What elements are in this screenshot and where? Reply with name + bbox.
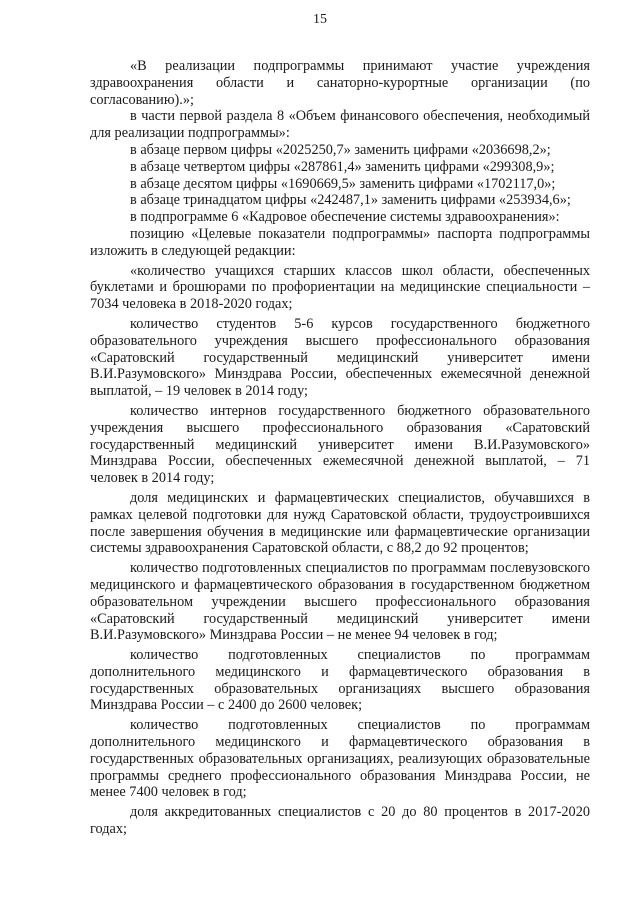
paragraph: доля медицинских и фармацевтических специалистов, обучавшихся в рамках целевой подготовки для нужд Саратовской области, трудоустроившихся после завершения обучения в медицинские или фармацевтические организации системы здравоохранения Саратовской области, с 88,2 до 92 процентов; bbox=[90, 489, 590, 557]
paragraph: в абзаце тринадцатом цифры «242487,1» заменить цифрами «253934,6»; bbox=[130, 192, 571, 209]
paragraph: доля аккредитованных специалистов с 20 до 80 процентов в 2017-2020 годах; bbox=[90, 804, 590, 838]
paragraph: «В реализации подпрограммы принимают участие учреждения здравоохранения области и санаторно-курортные организации (по согласованию).»; bbox=[90, 58, 590, 108]
paragraph: количество студентов 5-6 курсов государственного бюджетного образовательного учреждения высшего профессионального образования «Саратовский государственный медицинский университет имени В.И.Разумовского» Минздрава России, обеспеченных ежемесячной денежной выплатой, – 19 человек в 2014 году; bbox=[90, 315, 590, 400]
paragraph: в абзаце четвертом цифры «287861,4» заменить цифрами «299308,9»; bbox=[130, 158, 555, 175]
paragraph: «количество учащихся старших классов школ области, обеспеченных буклетами и брошюрами по профориентации на медицинские специальности – 7034 человека в 2018-2020 годах; bbox=[90, 262, 590, 313]
document-body bbox=[90, 58, 590, 841]
paragraph: количество подготовленных специалистов по программам послевузовского медицинского и фармацевтического образования в государственном бюджетном образовательном учреждении высшего профессионального образования «Саратовский государственный медицинский университет имени В.И.Разумовского» Минздрава России – не менее 94 человек в год; bbox=[90, 560, 590, 644]
paragraph: в абзаце десятом цифры «1690669,5» заменить цифрами «1702117,0»; bbox=[130, 175, 556, 192]
paragraph: количество подготовленных специалистов по программам дополнительного медицинского и фармацевтического образования в государственных образовательных организациях, реализующих образовательные программы среднего профессионального образования Минздрава России, не менее 7400 человек в год; bbox=[90, 717, 590, 801]
paragraph: в части первой раздела 8 «Объем финансового обеспечения, необходимый для реализации подпрограммы»: bbox=[90, 108, 590, 142]
paragraph: в абзаце первом цифры «2025250,7» заменить цифрами «2036698,2»; bbox=[130, 141, 551, 158]
paragraph: позицию «Целевые показатели подпрограммы» паспорта подпрограммы изложить в следующей редакции: bbox=[90, 225, 590, 259]
paragraph: в подпрограмме 6 «Кадровое обеспечение системы здравоохранения»: bbox=[130, 209, 560, 226]
paragraph: количество интернов государственного бюджетного образовательного учреждения высшего профессионального образования «Саратовский государственный медицинский университет имени В.И.Разумовского» Минздрава России, обеспеченных ежемесячной денежной выплатой, – 71 человек в 2014 году; bbox=[90, 402, 590, 487]
page-number: 15 bbox=[313, 12, 327, 27]
paragraph: количество подготовленных специалистов по программам дополнительного медицинского и фармацевтического образования в государственных образовательных организациях высшего образования Минздрава России – с 2400 до 2600 человек; bbox=[90, 647, 590, 714]
